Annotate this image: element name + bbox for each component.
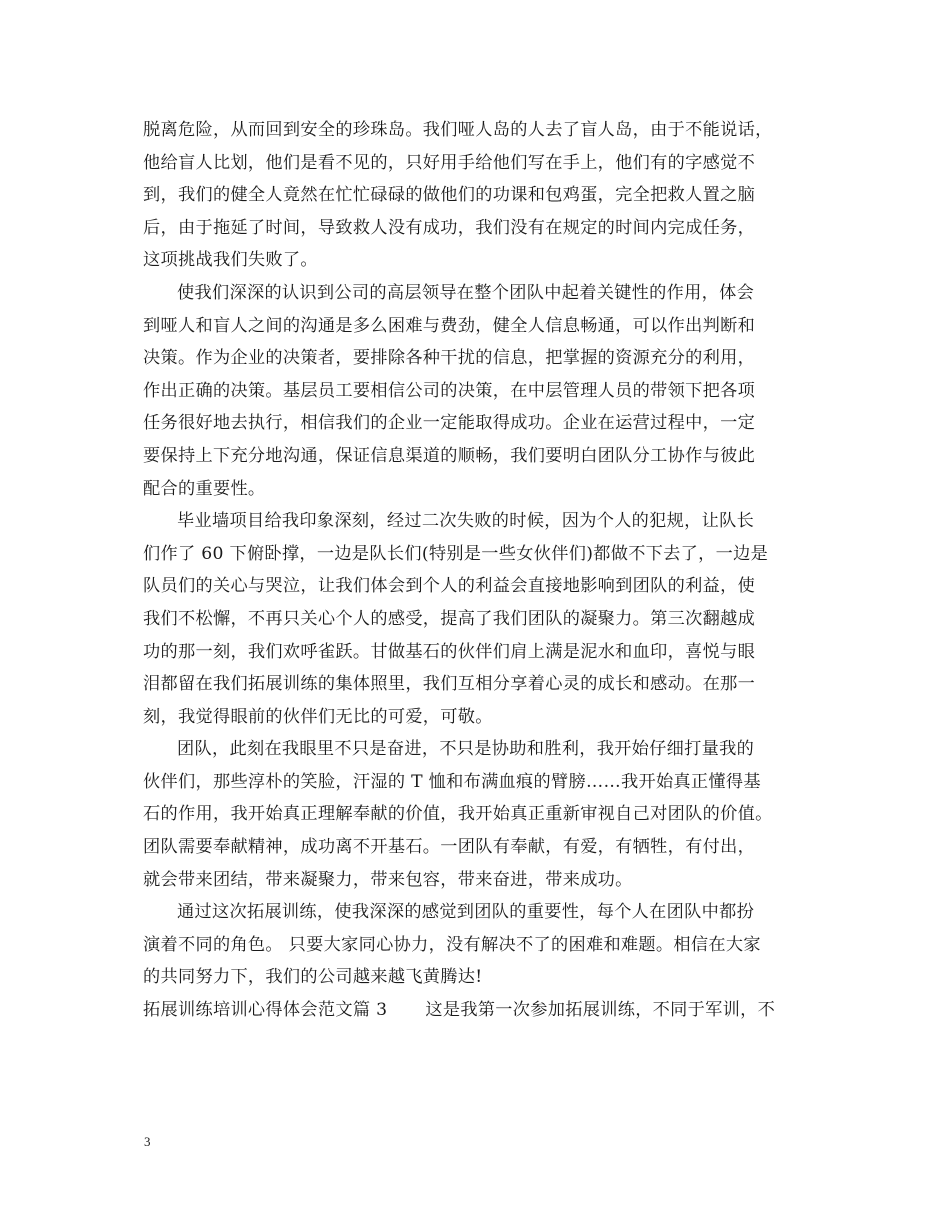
text-line: 配合的重要性。 [143,478,266,499]
text-line: 我们不松懈，不再只关心个人的感受，提高了我们团队的凝聚力。第三次翻越成 [143,608,756,629]
paragraph-start-line: 使我们深深的认识到公司的高层领导在整个团队中起着关键性的作用，体会 [177,282,755,303]
section-text: 这是我第一次参加拓展训练，不同于军训，不 [425,1000,776,1021]
text-line: 的共同努力下，我们的公司越来越飞黄腾达! [143,967,483,988]
text-line: 队员们的关心与哭泣，让我们体会到个人的利益会直接地影响到团队的利益，使 [143,576,756,597]
text-line: 到哑人和盲人之间的沟通是多么困难与费劲，健全人信息畅通，可以作出判断和 [143,315,756,336]
text-line: 后，由于拖延了时间，导致救人没有成功，我们没有在规定的时间内完成任务， [143,217,756,238]
text-line: 作出正确的决策。基层员工要相信公司的决策，在中层管理人员的带领下把各项 [143,380,756,401]
paragraph-start-line: 毕业墙项目给我印象深刻，经过二次失败的时候，因为个人的犯规，让队长 [177,511,755,532]
text-line: 石的作用，我开始真正理解奉献的价值，我开始真正重新审视自己对团队的价值。 [143,804,773,825]
text-line: 刻，我觉得眼前的伙伴们无比的可爱，可敬。 [143,706,493,727]
text-line: 演着不同的角色。 只要大家同心协力，没有解决不了的困难和难题。相信在大家 [143,934,761,955]
text-line: 们作了 60 下俯卧撑，一边是队长们(特别是一些女伙伴们)都做不下去了，一边是 [143,543,769,564]
page-number: 3 [144,1134,151,1149]
text-line: 他给盲人比划，他们是看不见的，只好用手给他们写在手上，他们有的字感觉不 [143,152,756,173]
text-line: 泪都留在我们拓展训练的集体照里，我们互相分享着心灵的成长和感动。在那一 [143,674,756,695]
text-line: 功的那一刻，我们欢呼雀跃。甘做基石的伙伴们肩上满是泥水和血印，喜悦与眼 [143,641,756,662]
document-body [143,114,823,1027]
text-line: 到，我们的健全人竟然在忙忙碌碌的做他们的功课和包鸡蛋，完全把救人置之脑 [143,185,756,206]
text-line: 脱离危险，从而回到安全的珍珠岛。我们哑人岛的人去了盲人岛，由于不能说话， [143,120,773,140]
paragraph-start-line: 通过这次拓展训练，使我深深的感觉到团队的重要性，每个人在团队中都扮 [177,902,755,923]
text-line: 决策。作为企业的决策者，要排除各种干扰的信息，把掌握的资源充分的利用， [143,348,756,369]
text-line: 团队需要奉献精神，成功离不开基石。一团队有奉献，有爱，有牺牲，有付出， [143,837,756,858]
text-line: 任务很好地去执行，相信我们的企业一定能取得成功。企业在运营过程中，一定 [143,413,756,434]
paragraph-start-line: 团队，此刻在我眼里不只是奋进，不只是协助和胜利，我开始仔细打量我的 [177,739,755,760]
text-line: 伙伴们，那些淳朴的笑脸，汗湿的 T 恤和布满血痕的臂膀……我开始真正懂得基 [143,771,761,792]
text-line: 要保持上下充分地沟通，保证信息渠道的顺畅，我们要明白团队分工协作与彼此 [143,445,756,466]
text-line: 就会带来团结，带来凝聚力，带来包容，带来奋进，带来成功。 [143,869,633,890]
text-line: 这项挑战我们失败了。 [143,250,318,271]
section-heading-line [143,994,823,1027]
section-heading: 拓展训练培训心得体会范文篇 3 [143,1000,388,1021]
